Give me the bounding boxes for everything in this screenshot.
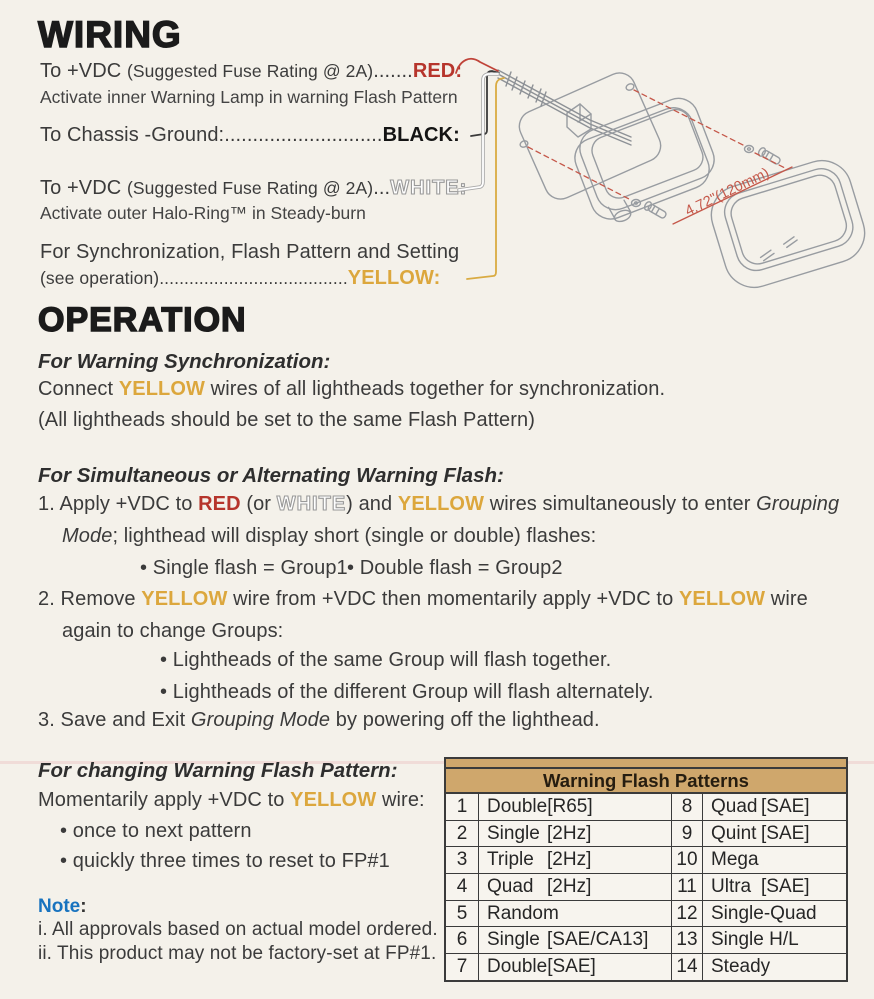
table-row xyxy=(446,927,846,954)
pattern-number-cell: 5 xyxy=(446,901,479,927)
note-item-i: i. All approvals based on actual model ordered. xyxy=(38,919,438,940)
white-wire xyxy=(459,74,498,190)
wiring-white-paren: (Suggested Fuse Rating @ 2A) xyxy=(126,178,374,198)
table-row xyxy=(446,847,846,874)
text-fragment: Apply +VDC to xyxy=(59,493,199,515)
pattern-name: Random xyxy=(487,902,559,924)
pattern-standard-tag: [2Hz] xyxy=(547,822,592,844)
pattern-number-cell: 13 xyxy=(672,927,703,953)
sync-subheading: For Warning Synchronization: xyxy=(38,350,331,373)
changing-bullet-reset: • quickly three times to reset to FP#1 xyxy=(60,850,390,872)
exploded-view-diagram xyxy=(440,40,874,300)
text-fragment: wires of all lightheads together for synchronization. xyxy=(205,378,666,400)
table-row xyxy=(446,901,846,928)
text-fragment: wire from +VDC then momentarily apply +VDC to xyxy=(227,588,679,610)
pattern-number-cell: 12 xyxy=(672,901,703,927)
note-word: Note xyxy=(38,896,81,917)
table-header-strip xyxy=(446,759,846,769)
red-word: RED xyxy=(198,493,241,515)
pattern-standard-tag: [2Hz] xyxy=(547,849,592,871)
white-word: WHITE xyxy=(276,493,347,515)
table-row xyxy=(446,874,846,901)
yellow-word: YELLOW xyxy=(678,588,766,610)
step-number: 3. xyxy=(38,709,61,731)
black-wire xyxy=(471,71,499,136)
screw xyxy=(757,147,781,166)
wiring-yellow-pre: (see operation) xyxy=(40,268,160,288)
pattern-name-cell xyxy=(479,821,672,847)
pattern-name-cell xyxy=(703,794,846,820)
pattern-number-cell: 3 xyxy=(446,847,479,873)
wiring-line-yellow xyxy=(40,267,440,290)
wiring-heading: WIRING xyxy=(38,14,182,55)
pattern-name: Quad xyxy=(487,876,534,898)
step-1-line-1 xyxy=(38,493,839,516)
step-2-bullet-same: • Lightheads of the same Group will flash together. xyxy=(160,649,612,671)
wiring-red-subtext: Activate inner Warning Lamp in warning Flash Pattern xyxy=(40,87,458,107)
pattern-number-cell: 10 xyxy=(672,847,703,873)
dimension-label: 4.72"(120mm) xyxy=(682,165,772,220)
pattern-name-cell xyxy=(479,847,672,873)
pattern-name: Single xyxy=(487,929,540,951)
grouping-mode-italic: Grouping Mode xyxy=(190,709,331,731)
pattern-standard-tag: [SAE] xyxy=(547,956,596,978)
flash-pattern-rows xyxy=(446,794,846,980)
pattern-number-cell: 6 xyxy=(446,927,479,953)
changing-subheading: For changing Warning Flash Pattern: xyxy=(38,759,398,782)
pattern-number-cell: 1 xyxy=(446,794,479,820)
pattern-name: Steady xyxy=(711,956,771,978)
back-plate xyxy=(514,68,666,204)
pattern-standard-tag: [SAE] xyxy=(761,796,810,817)
text-fragment: wire xyxy=(765,588,808,610)
note-item-ii: ii. This product may not be factory-set at FP#1. xyxy=(38,943,437,964)
pattern-name: Single xyxy=(487,822,540,844)
bezel-flange xyxy=(704,153,872,295)
step-number: 2. xyxy=(38,588,61,610)
wiring-red-label: RED: xyxy=(412,60,463,82)
flash-subheading: For Simultaneous or Alternating Warning Flash: xyxy=(38,464,504,487)
text-fragment: by powering off the lighthead. xyxy=(330,709,600,731)
wiring-black-pre: To Chassis -Ground: xyxy=(40,124,225,146)
text-fragment: Connect xyxy=(38,378,119,400)
step-number: 1. xyxy=(38,493,60,515)
washer xyxy=(745,146,754,153)
pattern-number-cell: 9 xyxy=(672,821,703,847)
wiring-line-sync: For Synchronization, Flash Pattern and Setting xyxy=(40,241,460,263)
warning-flash-patterns-table xyxy=(444,757,848,982)
pattern-number-cell: 11 xyxy=(672,874,703,900)
changing-bullet-once: • once to next pattern xyxy=(60,820,252,842)
wiring-line-red xyxy=(40,60,462,83)
pattern-name-cell xyxy=(703,821,846,847)
pattern-name-cell xyxy=(479,954,672,980)
pattern-name-cell xyxy=(479,874,672,900)
pattern-name: Ultra xyxy=(711,876,752,898)
pattern-name: Quint xyxy=(711,822,757,844)
pattern-number-cell: 7 xyxy=(446,954,479,980)
sync-line-2: (All lightheads should be set to the same Flash Pattern) xyxy=(38,409,535,431)
note-colon: : xyxy=(80,896,87,917)
step-1-line-2 xyxy=(62,525,596,548)
yellow-word: YELLOW xyxy=(290,789,377,811)
text-fragment: ; lighthead will display short (single or double) flashes: xyxy=(112,525,597,547)
wiring-white-label: WHITE: xyxy=(390,177,468,199)
pattern-name: Double xyxy=(487,796,548,817)
yellow-word: YELLOW xyxy=(397,493,485,515)
wiring-red-pre: To +VDC xyxy=(40,60,127,82)
table-row xyxy=(446,821,846,848)
note-label xyxy=(38,896,87,918)
wiring-white-dots: ... xyxy=(373,177,391,199)
pattern-name-cell xyxy=(703,847,846,873)
text-fragment: ) and xyxy=(346,493,398,515)
pattern-name: Double xyxy=(487,956,548,978)
pattern-name-cell xyxy=(703,874,846,900)
pattern-name-cell xyxy=(703,954,846,980)
pattern-name: Quad xyxy=(711,796,758,817)
step-2-line-2: again to change Groups: xyxy=(62,620,284,642)
pattern-name-cell xyxy=(479,901,672,927)
pattern-name: Mega xyxy=(711,849,759,871)
pattern-name: Single H/L xyxy=(711,929,799,951)
grouping-italic: Grouping xyxy=(756,493,840,515)
operation-heading: OPERATION xyxy=(38,301,247,339)
wiring-yellow-label: YELLOW: xyxy=(347,267,441,289)
table-row xyxy=(446,954,846,980)
yellow-wire xyxy=(467,78,504,279)
text-fragment: (or xyxy=(240,493,277,515)
mode-italic: Mode xyxy=(62,525,113,547)
changing-line-1 xyxy=(38,789,425,812)
pattern-standard-tag: [SAE] xyxy=(761,822,810,844)
wiring-black-label: BLACK: xyxy=(382,124,460,146)
pattern-name: Triple xyxy=(487,849,534,871)
pattern-number-cell: 8 xyxy=(672,794,703,820)
pattern-number-cell: 4 xyxy=(446,874,479,900)
wiring-black-dots: ............................ xyxy=(224,124,383,146)
table-title: Warning Flash Patterns xyxy=(446,769,846,794)
step-2-line-1 xyxy=(38,588,808,611)
table-row xyxy=(446,794,846,821)
text-fragment: Remove xyxy=(60,588,142,610)
yellow-word: YELLOW xyxy=(141,588,228,610)
wiring-line-white xyxy=(40,177,467,200)
step-2-bullet-different: • Lightheads of the different Group will flash alternately. xyxy=(160,681,654,703)
white-wire-outline xyxy=(459,74,498,190)
wiring-red-dots: ....... xyxy=(373,60,413,82)
wiring-line-black xyxy=(40,124,460,147)
pattern-standard-tag: [R65] xyxy=(547,796,593,817)
pattern-name-cell xyxy=(703,927,846,953)
sync-line-1 xyxy=(38,378,665,401)
yellow-word: YELLOW xyxy=(118,378,206,400)
step-1-bullet-single: • Single flash = Group1 xyxy=(140,557,348,579)
wiring-red-paren: (Suggested Fuse Rating @ 2A) xyxy=(126,61,374,81)
wiring-yellow-dots: ...................................... xyxy=(159,268,348,288)
pattern-standard-tag: [SAE/CA13] xyxy=(547,929,649,951)
step-1-bullet-double: • Double flash = Group2 xyxy=(347,557,563,579)
pattern-standard-tag: [2Hz] xyxy=(547,876,592,898)
text-fragment: wire: xyxy=(376,789,425,811)
pattern-name-cell xyxy=(703,901,846,927)
pattern-name-cell xyxy=(479,794,672,820)
pattern-standard-tag: [SAE] xyxy=(761,876,810,898)
text-fragment: wires simultaneously to enter xyxy=(484,493,757,515)
text-fragment: Save and Exit xyxy=(60,709,191,731)
step-3-line xyxy=(38,709,600,732)
pattern-name: Single-Quad xyxy=(711,902,817,924)
text-fragment: Momentarily apply +VDC to xyxy=(38,789,291,811)
pattern-name-cell xyxy=(479,927,672,953)
pattern-number-cell: 14 xyxy=(672,954,703,980)
wiring-white-pre: To +VDC xyxy=(40,177,127,199)
wiring-white-subtext: Activate outer Halo-Ring™ in Steady-burn xyxy=(40,203,366,223)
pattern-number-cell: 2 xyxy=(446,821,479,847)
